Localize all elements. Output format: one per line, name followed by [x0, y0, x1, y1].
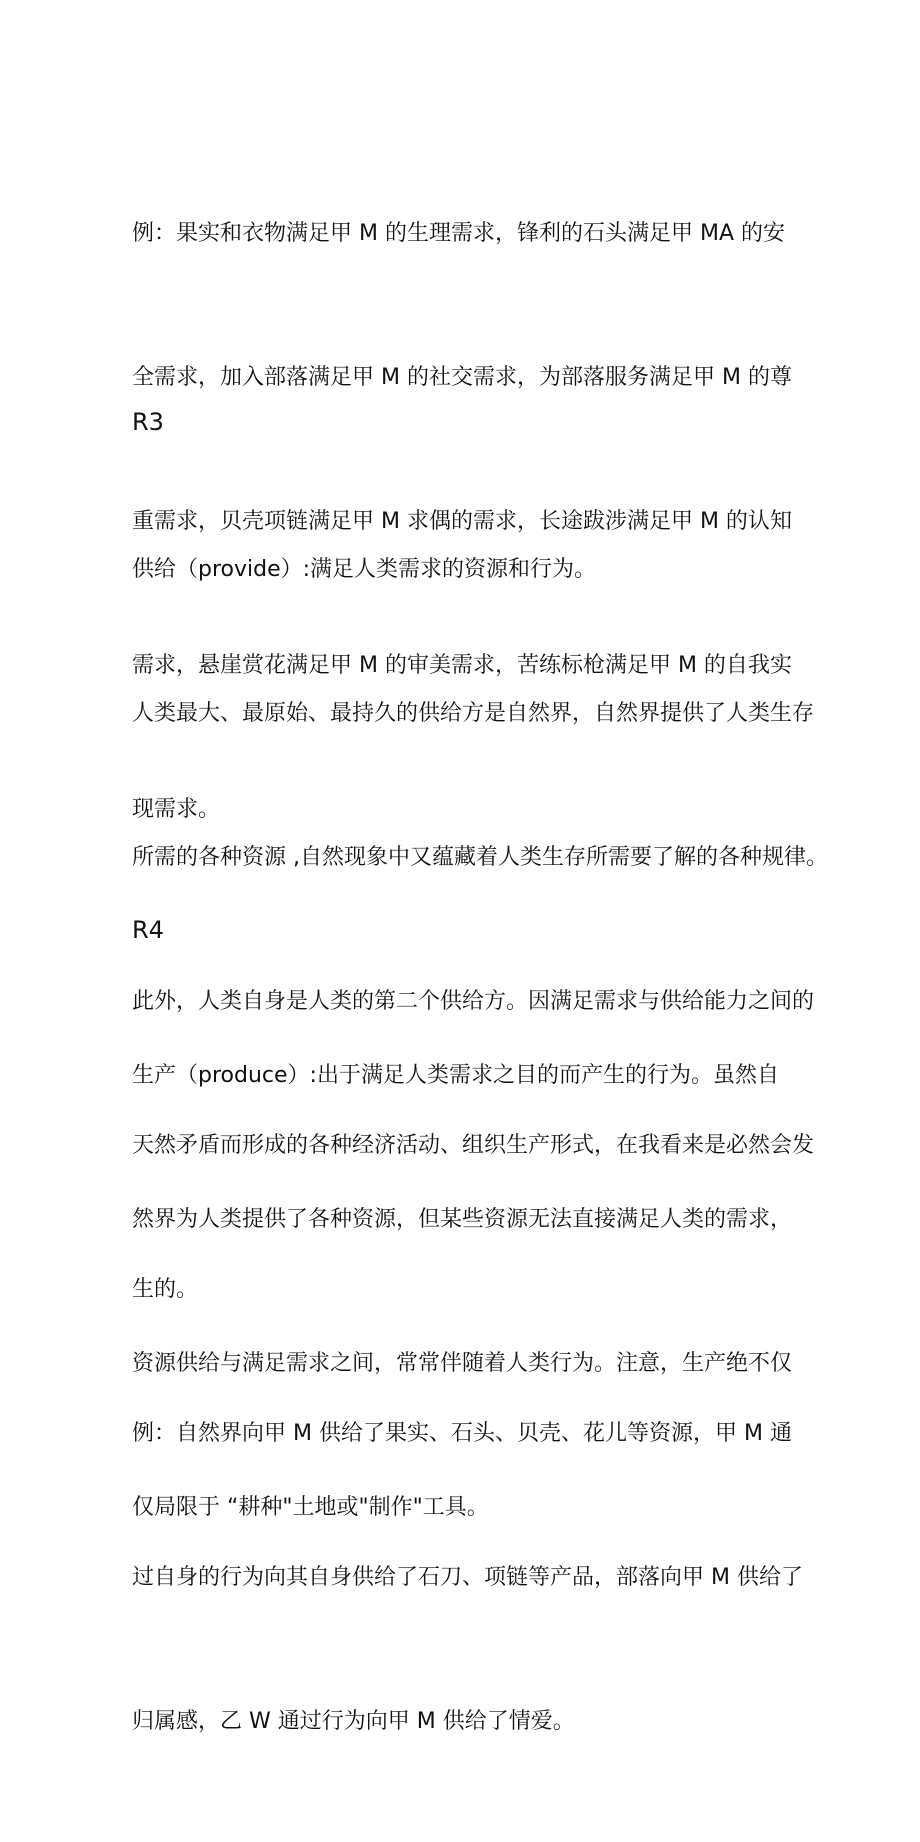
text-line: 例：果实和衣物满足甲 M 的生理需求，锋利的石头满足甲 MA 的安: [132, 221, 785, 246]
text-line: 天然矛盾而形成的各种经济活动、组织生产形式，在我看来是必然会发: [132, 1133, 815, 1158]
section-heading-r3: R3: [132, 408, 164, 436]
text-line: 资源供给与满足需求之间，常常伴随着人类行为。注意，生产绝不仅: [132, 1351, 793, 1376]
text-line: 供给（provide）:满足人类需求的资源和行为。: [132, 557, 597, 582]
text-line: 过自身的行为向其自身供给了石刀、项链等产品，部落向甲 M 供给了: [132, 1565, 803, 1590]
text-line: 生的。: [132, 1277, 199, 1302]
text-line: 所需的各种资源 ,自然现象中又蕴藏着人类生存所需要了解的各种规律。: [132, 845, 828, 870]
text-line: 仅局限于 “耕种"土地或"制作"工具。: [132, 1495, 489, 1520]
text-line: 需求，悬崖赏花满足甲 M 的审美需求，苦练标枪满足甲 M 的自我实: [132, 653, 792, 678]
section-heading-r4: R4: [132, 916, 164, 944]
text-line: 例：自然界向甲 M 供给了果实、石头、贝壳、花儿等资源，甲 M 通: [132, 1421, 792, 1446]
text-line: 重需求，贝壳项链满足甲 M 求偶的需求，长途跋涉满足甲 M 的认知: [132, 509, 792, 534]
paragraph-production: [132, 956, 815, 1628]
text-line: 此外，人类自身是人类的第二个供给方。因满足需求与供给能力之间的: [132, 989, 815, 1014]
text-line: 现需求。: [132, 797, 221, 822]
text-line: 归属感，乙 W 通过行为向甲 M 供给了情爱。: [132, 1709, 575, 1734]
text-line: 全需求，加入部落满足甲 M 的社交需求，为部落服务满足甲 M 的尊: [132, 365, 792, 390]
text-line: 人类最大、最原始、最持久的供给方是自然界，自然界提供了人类生存: [132, 701, 815, 726]
text-line: 然界为人类提供了各种资源，但某些资源无法直接满足人类的需求，: [132, 1207, 793, 1232]
text-line: 生产（produce）:出于满足人类需求之目的而产生的行为。虽然自: [132, 1063, 779, 1088]
